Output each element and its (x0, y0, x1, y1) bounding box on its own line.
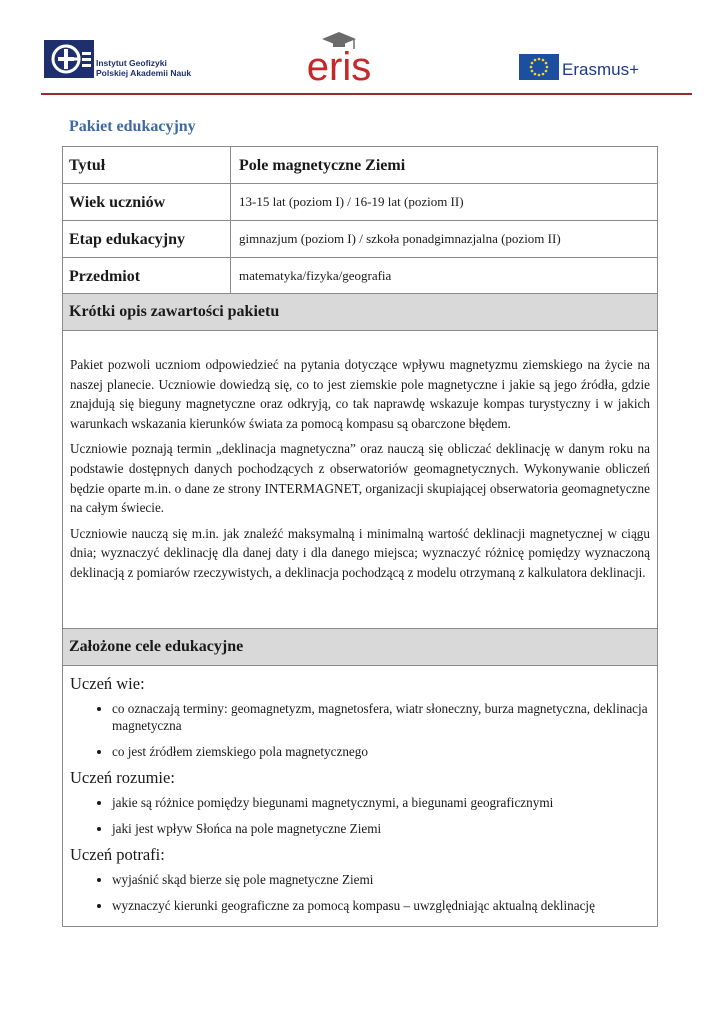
age-label: Wiek uczniów (63, 184, 231, 220)
stage-label: Etap edukacyjny (63, 221, 231, 257)
header-rule (41, 93, 692, 95)
goal-item: • co jest źródłem ziemskiego pola magnetycznego (112, 743, 650, 760)
stage-value: gimnazjum (poziom I) / szkoła ponadgimnazjalna (poziom II) (239, 231, 561, 246)
description-header: Krótki opis zawartości pakietu (63, 294, 657, 331)
erasmus-plus-logo (519, 54, 659, 82)
erasmus-logo-text: Erasmus+ (562, 60, 639, 79)
row-stage (63, 221, 657, 258)
row-subject (63, 258, 657, 294)
goal-item: • wyznaczyć kierunki geograficzne za pomocą kompasu – uwzględniając aktualną deklinację (112, 897, 650, 914)
goals-header: Założone cele edukacyjne (63, 629, 657, 666)
goal-heading-understands: Uczeń rozumie: (70, 768, 175, 787)
goal-list-understands (70, 794, 650, 837)
description-paragraph: Uczniowie poznają termin „deklinacja magnetyczna” oraz nauczą się obliczać deklinację w danym roku na podstawie dostępnych danych pochodzących z obserwatoriów geomagnetycznych. Wykonywanie obliczeń będzie oparte m.in. o dane ze strony INTERMAGNET, organizacji skupiającej obserwatoria geomagnetyczne na całym świecie. (70, 441, 650, 516)
goal-item: • jakie są różnice pomiędzy biegunami magnetycznymi, a biegunami geograficznymi (112, 794, 650, 811)
subject-label: Przedmiot (63, 258, 231, 293)
goal-heading-can: Uczeń potrafi: (70, 845, 165, 864)
description-body (63, 331, 657, 629)
goal-list-can (70, 871, 650, 914)
row-title (63, 147, 657, 184)
title-value: Pole magnetyczne Ziemi (239, 157, 406, 174)
title-label: Tytuł (63, 147, 231, 183)
description-paragraph: Uczniowie nauczą się m.in. jak znaleźć maksymalną i minimalną wartość deklinacji magnetycznej w ciągu dnia; wyznaczyć deklinację dla danej daty i dla danego miejsca; wyznaczyć różnicę pomiędzy wyznaczoną deklinacją z pomiarów rzeczywistych, a deklinacja pochodzącą z modelu otrzymaną z kalkulatora deklinacji. (70, 525, 650, 580)
igf-logo-line2: Polskiej Akademii Nauk (96, 68, 192, 78)
goal-list-knows (70, 700, 650, 760)
section-title: Pakiet edukacyjny (69, 118, 196, 135)
igf-emblem-icon (44, 40, 94, 78)
eris-logo (296, 30, 382, 84)
goal-item: • wyjaśnić skąd bierze się pole magnetyczne Ziemi (112, 871, 650, 888)
package-table (62, 146, 658, 927)
goal-item: • jaki jest wpływ Słońca na pole magnetyczne Ziemi (112, 820, 650, 837)
goals-body (63, 666, 657, 926)
eris-logo-text: eris (306, 45, 372, 84)
age-value: 13-15 lat (poziom I) / 16-19 lat (poziom II) (239, 194, 464, 209)
row-age (63, 184, 657, 221)
goal-heading-knows: Uczeń wie: (70, 674, 145, 693)
goal-item: • co oznaczają terminy: geomagnetyzm, magnetosfera, wiatr słoneczny, burza magnetyczna, deklinacja magnetyczna (112, 700, 650, 734)
page-header (0, 0, 725, 96)
igf-logo-text (96, 58, 191, 78)
igf-pan-logo (44, 40, 204, 80)
igf-logo-line1: Instytut Geofizyki (96, 58, 167, 68)
description-paragraph: Pakiet pozwoli uczniom odpowiedzieć na pytania dotyczące wpływu magnetyzmu ziemskiego na życie na naszej planecie. Uczniowie dowiedzą się, co to jest ziemskie pole magnetyczne i jakie są jego źródła, gdzie znajdują się bieguny magnetyczne oraz odkryją, co tak naprawdę wskazuje kompas turystyczny i w jakich warunkach wskazania kierunków świata za pomocą kompasu są obarczone błędem. (70, 357, 650, 431)
subject-value: matematyka/fizyka/geografia (239, 268, 392, 283)
eu-flag-icon (519, 54, 559, 80)
